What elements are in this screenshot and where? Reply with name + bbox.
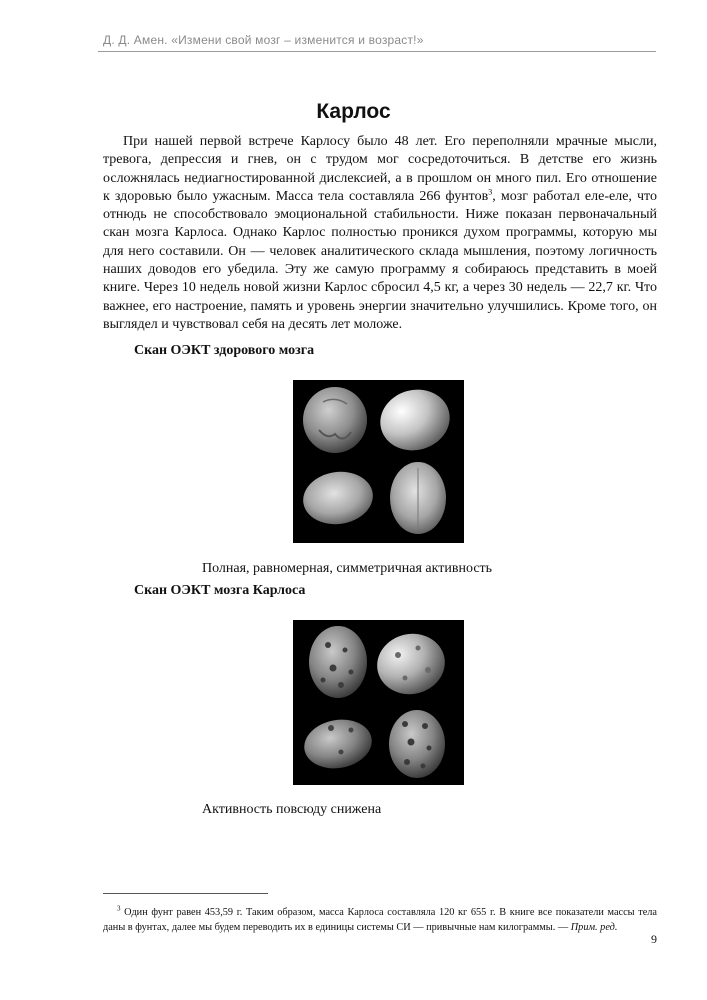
header-rule [98,51,656,52]
healthy-scan-caption: Полная, равномерная, симметричная активность [202,561,493,576]
footnote-signature: Прим. ред. [570,922,618,933]
healthy-brain-scan-image [293,380,464,543]
footnote-rule [103,893,268,894]
carlos-scan-heading: Скан ОЭКТ мозга Карлоса [134,583,306,598]
carlos-brain-scan-image [293,620,464,785]
healthy-scan-heading: Скан ОЭКТ здорового мозга [134,343,315,358]
paragraph-part-2: , мозг работал еле-еле, что отнюдь не способствовало эмоциональной стабильности. Ниже показан первоначальный скан мозга Карлоса. Однако Карлос полностью проникся духом программы, которую мы для него составили. Он — человек аналитического склада мышления, поэтому логичность наших доводов его убедила. Эту же самую программу я собираюсь представить в моей книге. Через 10 недель новой жизни Карлос сбросил 4,5 кг, а через 30 недель — 22,7 кг. Что важнее, его настроение, память и уровень энергии значительно улучшились. Кроме того, он выглядел и чувствовал себя на десять лет моложе. [103,188,657,332]
carlos-scan-caption: Активность повсюду снижена [202,802,382,817]
paragraph-part-1: При нашей первой встрече Карлосу было 48 лет. Его переполняли мрачные мысли, тревога, депрессия и гнев, он с трудом мог сосредоточиться. В детстве его жизнь осложнялась недиагностированной дислексией, а в прошлом он много пил. Его отношение к здоровью было ужасным. Масса тела составляла 266 фунтов [103,134,657,204]
footnote-marker: 3 [117,904,121,913]
chapter-title: Карлос [316,100,391,123]
footnote [103,905,657,935]
footnote-text: Один фунт равен 453,59 г. Таким образом, масса Карлоса составляла 120 кг 655 г. В книге все показатели массы тела даны в фунтах, далее мы будем переводить их в единицы системы СИ — привычные нам килограммы. — [103,907,657,933]
body-paragraph [103,133,657,334]
footnote-reference[interactable]: 3 [488,187,493,197]
page-number: 9 [651,932,657,946]
running-head: Д. Д. Амен. «Измени свой мозг – изменится и возраст!» [103,33,424,47]
